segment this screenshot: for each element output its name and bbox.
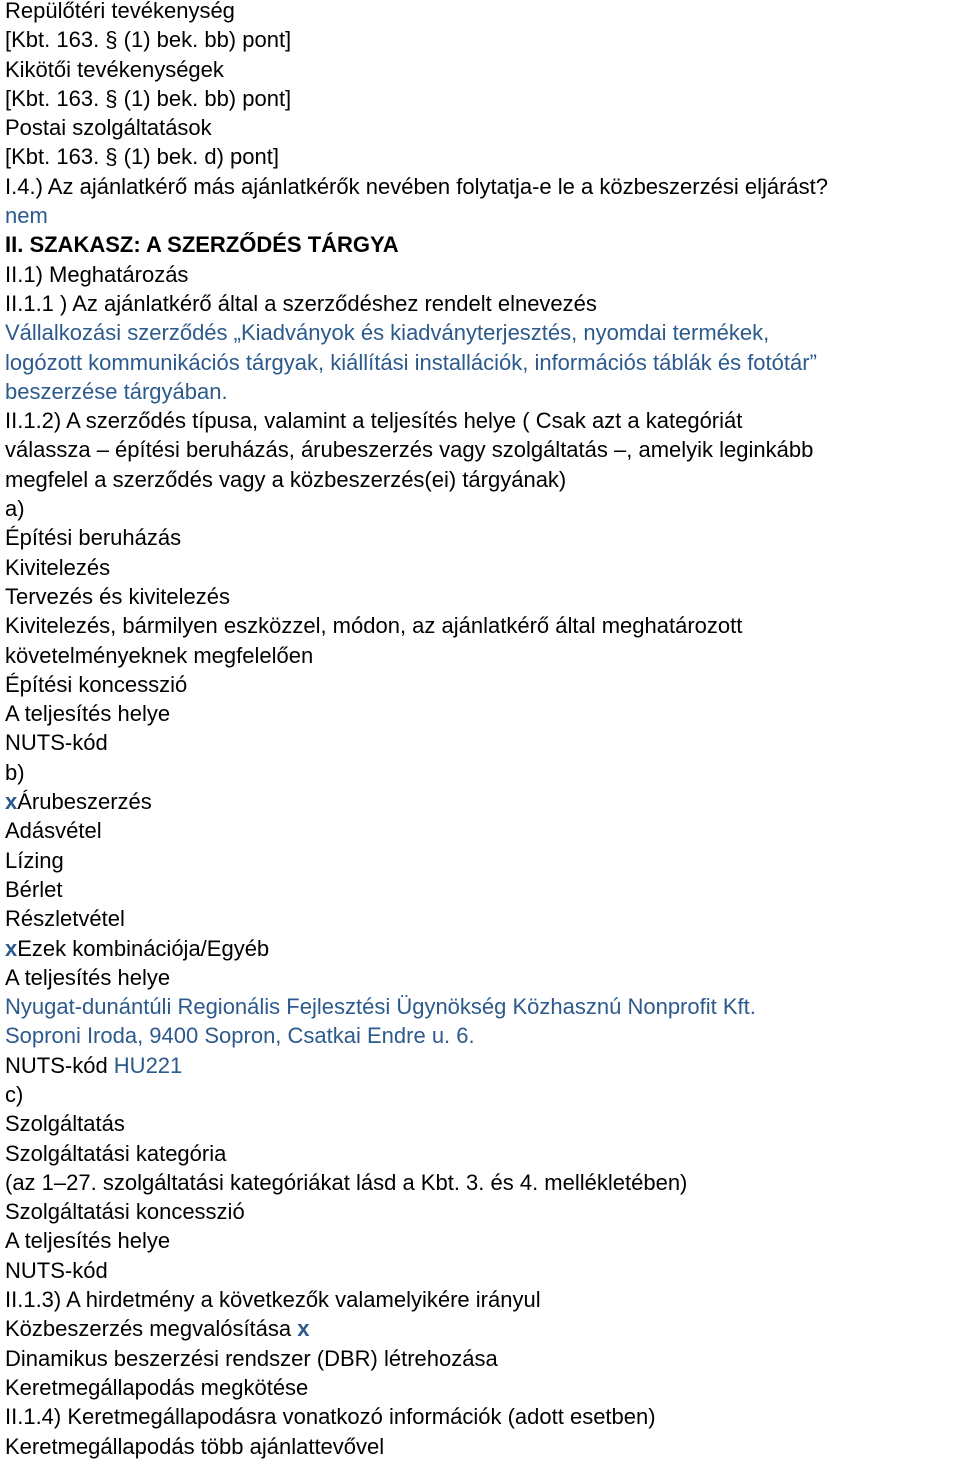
nuts-code-value: HU221 xyxy=(113,1052,183,1078)
option-line: Kivitelezés xyxy=(5,554,111,580)
text-line: Repülőtéri tevékenység xyxy=(5,0,235,23)
selected-mark: x xyxy=(5,935,18,961)
option-label: Ezek kombinációja/Egyéb xyxy=(17,935,270,961)
subsection-heading: II.1) Meghatározás xyxy=(5,261,189,287)
option-line: Szolgáltatási koncesszió xyxy=(5,1199,245,1225)
text-line: Kikötői tevékenységek xyxy=(5,56,224,82)
option-line: követelményeknek megfelelően xyxy=(5,642,314,668)
question-line: válassza – építési beruházás, árubeszerzés vagy szolgáltatás –, amelyik leginkább xyxy=(5,437,814,463)
option-line: Dinamikus beszerzési rendszer (DBR) létrehozása xyxy=(5,1345,498,1371)
option-label: Árubeszerzés xyxy=(17,789,152,815)
option-line: Szolgáltatás xyxy=(5,1111,125,1137)
selected-mark: x xyxy=(5,789,18,815)
option-line-selected xyxy=(5,934,960,963)
note-line: (az 1–27. szolgáltatási kategóriákat lásd a Kbt. 3. és 4. mellékletében) xyxy=(5,1169,688,1195)
nuts-code-line xyxy=(5,1051,960,1080)
nuts-code-label: NUTS-kód xyxy=(5,1052,114,1078)
answer-line: logózott kommunikációs tárgyak, kiállítási installációk, információs táblák és fotótár” xyxy=(5,349,817,375)
question-line: II.1.2) A szerződés típusa, valamint a teljesítés helye ( Csak azt a kategóriát xyxy=(5,408,743,434)
option-line-selected xyxy=(5,1314,960,1343)
option-line: Szolgáltatási kategória xyxy=(5,1140,227,1166)
option-line: Adásvétel xyxy=(5,818,102,844)
option-line: Lízing xyxy=(5,847,64,873)
section-heading: II. SZAKASZ: A SZERZŐDÉS TÁRGYA xyxy=(5,232,399,258)
question-line: II.1.1 ) Az ajánlatkérő által a szerződéshez rendelt elnevezés xyxy=(5,290,597,316)
answer-line: Vállalkozási szerződés „Kiadványok és kiadványterjesztés, nyomdai termékek, xyxy=(5,320,770,346)
option-line: Keretmegállapodás több ajánlattevővel xyxy=(5,1433,385,1459)
option-line: Keretmegállapodás megkötése xyxy=(5,1374,309,1400)
option-line: Építési koncesszió xyxy=(5,671,188,697)
text-line: [Kbt. 163. § (1) bek. d) pont] xyxy=(5,144,279,170)
selected-mark: x xyxy=(297,1316,310,1342)
option-line: Építési beruházás xyxy=(5,525,182,551)
label-line: NUTS-kód xyxy=(5,730,108,756)
label-line: NUTS-kód xyxy=(5,1257,108,1283)
option-line: Tervezés és kivitelezés xyxy=(5,583,230,609)
option-label: Közbeszerzés megvalósítása xyxy=(5,1316,298,1342)
question-line: I.4.) Az ajánlatkérő más ajánlatkérők nevében folytatja-e le a közbeszerzési eljárást? xyxy=(5,173,828,199)
text-line: [Kbt. 163. § (1) bek. bb) pont] xyxy=(5,85,292,111)
question-line: II.1.3) A hirdetmény a következők valamelyikére irányul xyxy=(5,1287,541,1313)
option-letter: b) xyxy=(5,759,25,785)
label-line: A teljesítés helye xyxy=(5,701,171,727)
label-line: A teljesítés helye xyxy=(5,1228,171,1254)
option-line: Bérlet xyxy=(5,876,63,902)
text-line: Postai szolgáltatások xyxy=(5,115,212,141)
option-line: Részletvétel xyxy=(5,906,125,932)
text-line: [Kbt. 163. § (1) bek. bb) pont] xyxy=(5,27,292,53)
question-line: II.1.4) Keretmegállapodásra vonatkozó információk (adott esetben) xyxy=(5,1404,656,1430)
label-line: A teljesítés helye xyxy=(5,964,171,990)
option-line-selected xyxy=(5,787,960,816)
answer-line: beszerzése tárgyában. xyxy=(5,378,228,404)
option-letter: c) xyxy=(5,1081,24,1107)
answer-line: Nyugat-dunántúli Regionális Fejlesztési Ügynökség Közhasznú Nonprofit Kft. xyxy=(5,994,756,1020)
answer-line: Soproni Iroda, 9400 Sopron, Csatkai Endre u. 6. xyxy=(5,1023,475,1049)
option-line: Kivitelezés, bármilyen eszközzel, módon, az ajánlatkérő által meghatározott xyxy=(5,613,743,639)
answer-line: nem xyxy=(5,203,48,229)
option-letter: a) xyxy=(5,496,25,522)
question-line: megfelel a szerződés vagy a közbeszerzés(ei) tárgyának) xyxy=(5,466,567,492)
